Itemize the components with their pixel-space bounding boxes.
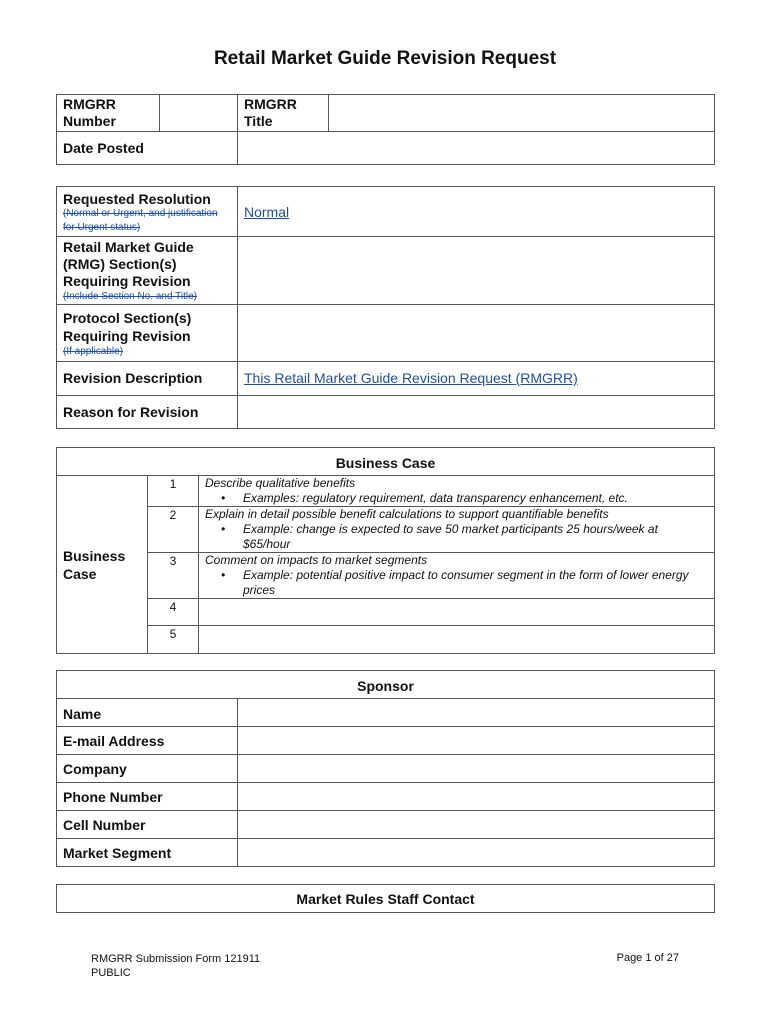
rmgrr-title-label: RMGRR Title [238,95,329,132]
sponsor-cell-label: Cell Number [57,811,238,839]
staff-contact-table [56,884,715,913]
rmg-sections-note: (Include Section No. and Title) [63,291,197,302]
bullet-icon: • [221,568,226,582]
sponsor-heading: Sponsor [57,671,715,699]
rmg-sections-label-2: (RMG) Section(s) [63,256,177,272]
date-posted-field[interactable] [238,132,715,165]
sponsor-company-field[interactable] [238,755,715,783]
footer-classification: PUBLIC [91,967,131,979]
header-table [56,94,715,165]
business-case-row-number: 2 [148,507,199,553]
business-case-row-bullet: • Examples: regulatory requirement, data transparency enhancement, etc. [221,491,628,505]
date-posted-label: Date Posted [57,132,238,165]
business-case-heading: Business Case [57,448,715,476]
revision-description-label: Revision Description [57,362,238,396]
rmgrr-number-field[interactable] [160,95,238,132]
bullet-icon: • [221,522,226,536]
sponsor-table [56,670,715,867]
business-case-row-number: 4 [148,599,199,626]
sponsor-email-label: E-mail Address [57,727,238,755]
sponsor-phone-field[interactable] [238,783,715,811]
rmgrr-title-field[interactable] [329,95,715,132]
page-title: Retail Market Guide Revision Request [213,48,557,69]
sponsor-email-field[interactable] [238,727,715,755]
business-case-row-number: 3 [148,553,199,599]
requested-resolution-value-cell[interactable] [238,187,715,237]
business-case-row[interactable] [199,553,715,599]
requested-resolution-note: (Normal or Urgent, and justification for Urgent status) [63,208,218,233]
footer-left [91,952,260,980]
requested-resolution-label: Requested Resolution [63,191,211,207]
sponsor-market-segment-label: Market Segment [57,839,238,867]
sponsor-name-field[interactable] [238,699,715,727]
reason-for-revision-label: Reason for Revision [57,396,238,429]
business-case-table [56,447,715,654]
sponsor-cell-field[interactable] [238,811,715,839]
reason-for-revision-field[interactable] [238,396,715,429]
business-case-side-label [57,476,148,654]
details-table [56,186,715,429]
rmg-sections-label-1: Retail Market Guide [63,239,194,255]
business-case-row-bullet: • Example: potential positive impact to consumer segment in the form of lower energy prices [221,568,689,597]
revision-description-cell[interactable] [238,362,715,396]
business-case-row[interactable] [199,626,715,654]
revision-description-value[interactable]: This Retail Market Guide Revision Request (RMGRR) [244,370,578,386]
business-case-row-text: Explain in detail possible benefit calculations to support quantifiable benefits [205,507,609,521]
business-case-row-text: Describe qualitative benefits [205,476,356,490]
protocol-label-2: Requiring Revision [63,328,191,344]
rmg-sections-cell [57,237,238,305]
requested-resolution-cell [57,187,238,237]
protocol-note: (If applicable) [63,346,124,357]
requested-resolution-value[interactable]: Normal [244,204,290,220]
bullet-icon: • [221,491,226,505]
rmg-sections-field[interactable] [238,237,715,305]
sponsor-market-segment-field[interactable] [238,839,715,867]
footer-form-name: RMGRR Submission Form 121911 [91,953,261,965]
protocol-label-1: Protocol Section(s) [63,310,192,326]
business-case-side-label-1: Business [63,547,126,564]
business-case-row-bullet: • Example: change is expected to save 50 market participants 25 hours/week at $65/hour [221,522,658,551]
staff-contact-heading: Market Rules Staff Contact [57,885,715,913]
business-case-row[interactable] [199,507,715,553]
sponsor-name-label: Name [57,699,238,727]
rmg-sections-label-3: Requiring Revision [63,273,191,289]
business-case-row-text: Comment on impacts to market segments [205,553,428,567]
rmgrr-number-label: RMGRR Number [57,95,160,132]
sponsor-company-label: Company [57,755,238,783]
sponsor-phone-label: Phone Number [57,783,238,811]
protocol-field[interactable] [238,305,715,362]
business-case-row-number: 1 [148,476,199,507]
protocol-cell [57,305,238,362]
business-case-side-label-2: Case [63,565,97,582]
business-case-row-number: 5 [148,626,199,654]
business-case-row[interactable] [199,599,715,626]
footer-page-number: Page 1 of 27 [616,952,679,964]
business-case-row[interactable] [199,476,715,507]
